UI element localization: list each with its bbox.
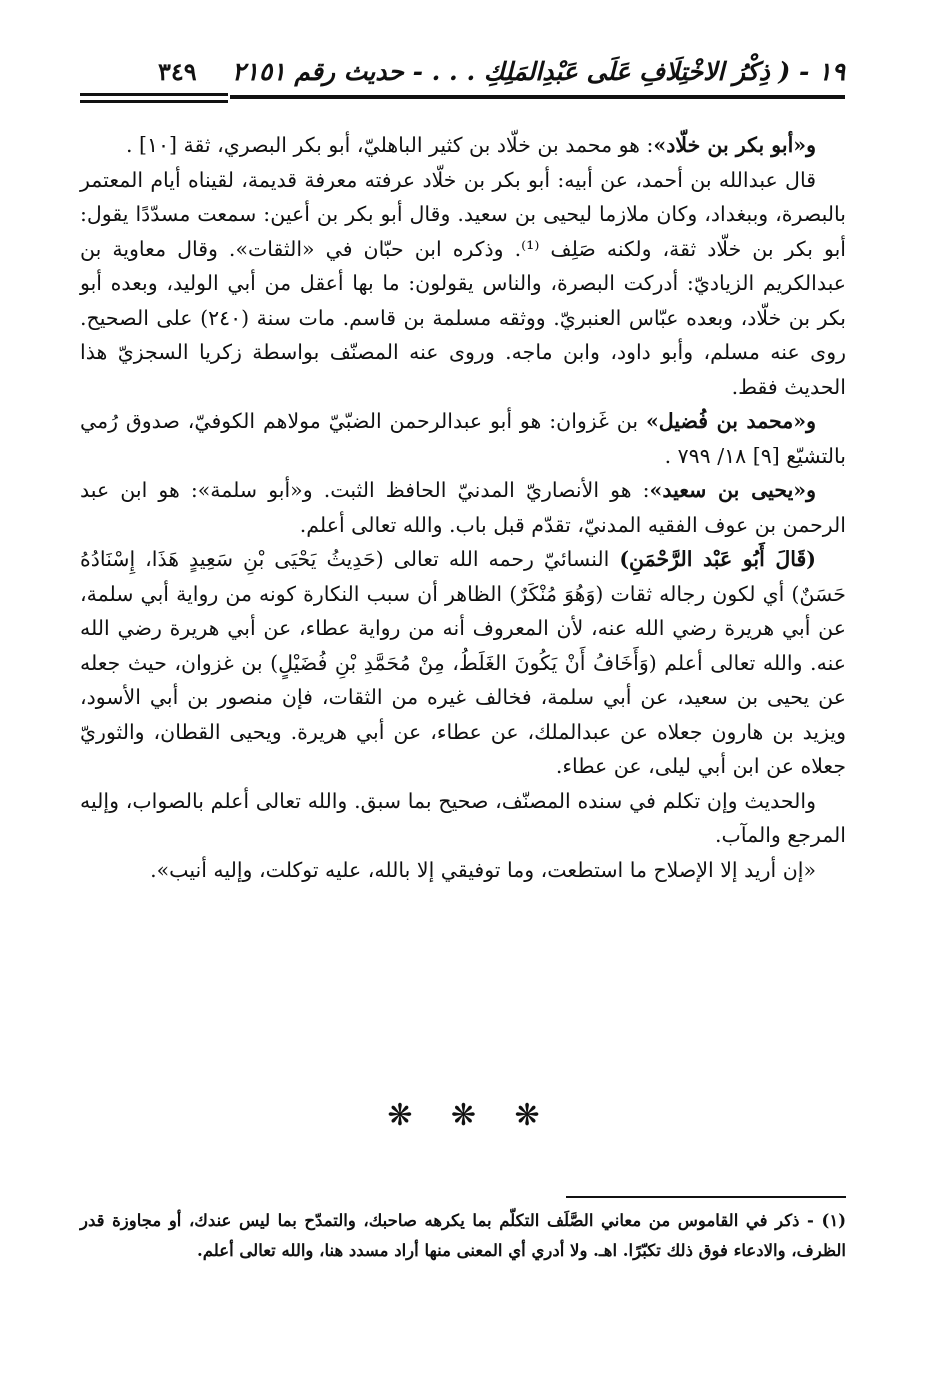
paragraph-text: «إن أريد إلا الإصلاح ما استطعت، وما توفيقي إلا بالله، عليه توكلت، وإليه أنيب». xyxy=(150,857,816,882)
paragraph xyxy=(80,163,846,405)
paragraph-text: النسائيّ رحمه الله تعالى (حَدِيثُ يَحْيَى بْنِ سَعِيدٍ هَذَا، إِسْنَادُهُ حَسَنٌ) أي لكون رجاله ثقات (وَهُوَ مُنْكَرٌ) الظاهر أن سبب النكارة كونه من رواية أبي سلمة، عن أبي هريرة رضي الله عنه، لأن المعروف أنه من رواية عطاء، عن أبي هريرة رضي الله عنه. والله تعالى أعلم (وَأَخَافُ أَنْ يَكُونَ الغَلَطُ، مِنْ مُحَمَّدِ بْنِ فُضَيْلٍ) بن غزوان، حيث جعله عن يحيى بن سعيد، عن أبي سلمة، فخالف غيره من الثقات، فإن منصور بن أبي الأسود، ويزيد بن هارون جعلاه عن عبدالملك، عن عطاء، عن أبي هريرة. ويحيى القطان، والثوريّ جعلاه عن ابن أبي ليلى، عن عطاء. xyxy=(80,547,846,778)
header-rule-left-double xyxy=(80,100,228,103)
paragraph xyxy=(80,853,846,888)
header-title: ١٩ - ( ذِكْرُ الاخْتِلَافِ عَلَى عَبْدِالمَلِكِ . . . - حديث رقم ٢١٥١ xyxy=(232,57,845,86)
paragraph xyxy=(80,128,846,163)
paragraph-text: قال عبدالله بن أحمد، عن أبيه: أبو بكر بن خلّاد عرفته معرفة قديمة، لقيناه أيام المعتمر بالبصرة، وببغداد، وكان ملازما ليحيى بن سعيد. وقال أبو بكر بن أعين: سمعت مسدّدًا يقول: أبو بكر بن خلّاد ثقة، ولكنه صَلِف ⁽¹⁾. وذكره ابن حبّان في «الثقات». وقال معاوية بن عبدالكريم الزياديّ: أدركت البصرة، والناس يقولون: ما بها أعقل من أبي الوليد، وبعده أبو بكر بن خلّاد، وبعده عبّاس العنبريّ. ووثقه مسلمة بن قاسم. مات سنة (٢٤٠) على الصحيح. روى عنه مسلم، وأبو داود، وابن ماجه. وروى عنه المصنّف بواسطة زكريا السجزيّ هذا الحديث فقط. xyxy=(80,167,846,399)
paragraph xyxy=(80,473,846,542)
paragraph xyxy=(80,542,846,784)
running-header xyxy=(80,55,845,105)
footnote xyxy=(80,1206,846,1266)
paragraph xyxy=(80,404,846,473)
header-rule-left xyxy=(80,93,228,96)
paragraph-text: : هو محمد بن خلّاد بن كثير الباهليّ، أبو بكر البصري، ثقة [١٠] . xyxy=(125,133,654,157)
section-separator: ❋ ❋ ❋ xyxy=(387,1098,554,1133)
paragraph-lead: (قَالَ أَبُو عَبْد الرَّحْمَنِ) xyxy=(619,547,816,571)
main-text xyxy=(80,128,846,887)
paragraph-lead: و«أبو بكر بن خلّاد» xyxy=(653,133,816,157)
footnote-text: (١) - ذكر في القاموس من معاني الصَّلَف التكلّم بما يكرهه صاحبك، والتمدّح بما ليس عندك، أو مجاوزة قدر الظرف، والادعاء فوق ذلك تكبّرًا. اهـ. ولا أدري أي المعنى منها أراد مسدد هنا، والله تعالى أعلم. xyxy=(80,1211,846,1260)
footnote-rule xyxy=(566,1196,846,1198)
paragraph-lead: و«محمد بن فُضيل» xyxy=(645,409,816,433)
header-rule xyxy=(230,95,845,99)
paragraph-lead: و«يحيى بن سعيد» xyxy=(649,478,816,502)
page-number: ٣٤٩ xyxy=(158,57,197,86)
paragraph xyxy=(80,784,846,853)
paragraph-text: بن غَزوان: هو أبو عبدالرحمن الضبّيّ مولاهم الكوفيّ، صدوق رُمي بالتشيّع [٩] ١٨/ ٧٩٩ . xyxy=(80,409,846,468)
paragraph-text: : هو الأنصاريّ المدنيّ الحافظ الثبت. و«أبو سلمة»: هو ابن عبد الرحمن بن عوف الفقيه المدنيّ، تقدّم قبل باب. والله تعالى أعلم. xyxy=(80,478,846,537)
paragraph-text: والحديث وإن تكلم في سنده المصنّف، صحيح بما سبق. والله تعالى أعلم بالصواب، وإليه المرجع والمآب. xyxy=(80,788,846,847)
